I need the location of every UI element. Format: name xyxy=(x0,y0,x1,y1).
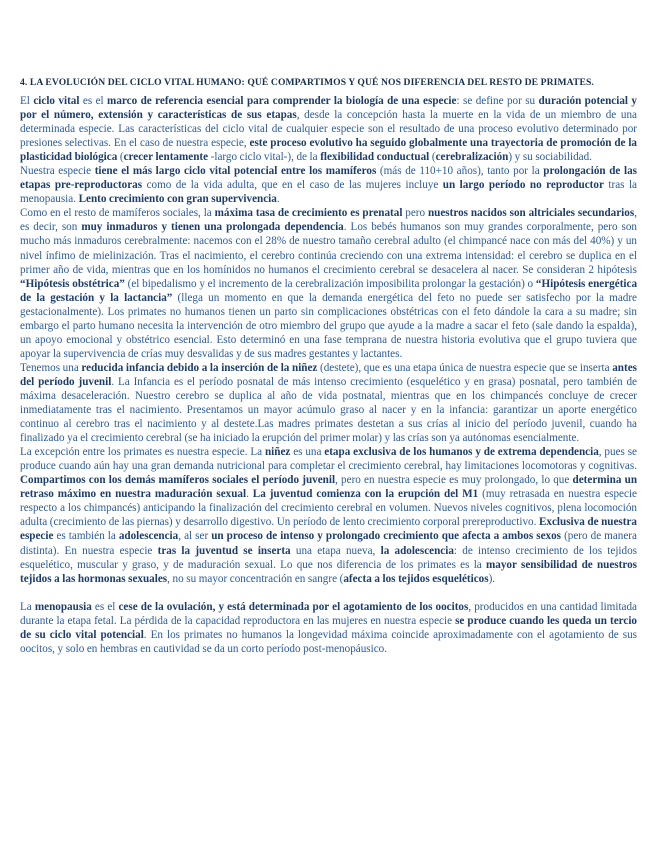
text-run: , producidos en una cantidad limitada durante la etapa fetal. La pérdida de la capacidad reproductora en las mujeres en nuestra especie xyxy=(20,600,637,627)
text-run: El xyxy=(20,95,34,107)
paragraph-ninez-juventud-adolescencia xyxy=(20,445,637,585)
text-run: es también la xyxy=(53,530,119,543)
text-run: es el xyxy=(79,95,108,107)
text-run: como de la vida adulta, que en el caso de las mujeres incluye xyxy=(142,179,443,192)
text-run: , pero en nuestra especie es muy prolongado, lo que xyxy=(335,474,573,487)
text-run: La xyxy=(20,600,35,613)
bold-text-run: Compartimos con los demás mamíferos sociales el período juvenil xyxy=(20,474,336,487)
text-run: (pero de manera distinta). En nuestra especie xyxy=(20,530,637,557)
bold-text-run: etapa exclusiva de los humanos y de extrema dependencia xyxy=(324,446,599,459)
paragraph-ciclo-vital xyxy=(20,94,637,164)
text-run: (destete), que es una etapa única de nuestra especie que se inserta xyxy=(317,361,613,374)
text-run: La excepción entre los primates es nuestra especie. La xyxy=(20,446,265,459)
bold-text-run: un largo período no reproductor xyxy=(442,179,604,192)
paragraph-crecimiento-prenatal xyxy=(20,206,637,361)
bold-text-run: marco de referencia esencial para comprender la biología de una especie xyxy=(107,95,457,107)
bold-text-run: “Hipótesis energética de la gestación y la lactancia” xyxy=(20,277,638,304)
text-run: es el xyxy=(91,600,119,613)
bold-text-run: tras la juventud se inserta xyxy=(157,544,291,557)
text-run: . xyxy=(246,488,253,501)
bold-text-run: un proceso de intenso y prolongado crecimiento que afecta a ambos sexos xyxy=(211,530,562,543)
bold-text-run: máxima tasa de crecimiento es prenatal xyxy=(214,207,403,220)
bold-text-run: “Hipótesis obstétrica” xyxy=(20,277,125,290)
text-run: Como en el resto de mamíferos sociales, la xyxy=(20,207,215,220)
text-run: es una xyxy=(290,446,325,459)
bold-text-run: antes del período juvenil xyxy=(20,361,637,388)
document-page xyxy=(20,76,637,656)
bold-text-run: adolescencia xyxy=(118,530,179,543)
text-run: . En los primates no humanos la longevidad máxima coincide aproximadamente con el agotamiento de sus oocitos, y solo en hembras en cautividad se da un corto período post-menopáusico. xyxy=(20,628,637,655)
paragraph-infancia xyxy=(20,361,637,445)
text-run: (el bipedalismo y el incremento de la cerebralización imposibilita prolongar la gestación) o xyxy=(124,277,536,290)
text-run: una etapa nueva, xyxy=(290,544,381,557)
bold-text-run: reducida infancia debido a la inserción de la niñez xyxy=(81,361,318,374)
text-run: Nuestra especie xyxy=(20,165,95,178)
bold-text-run: este proceso evolutivo ha seguido globalmente una trayectoria de promoción de la plasticidad biológica xyxy=(20,137,637,164)
bold-text-run: nuestros nacidos son altriciales secundarios xyxy=(427,207,635,220)
text-run: . Los bebés humanos son muy grandes corporalmente, pero son mucho más inmaduros cerebralmente: nacemos con el 28% de nuestro tamaño cerebral adulto (el chimpancé nace con más del 40%) y un nivel ínfimo de mielinización. Tras el nacimiento, el cerebro continúa creciendo con una extrema intensidad: el cerebro se duplica en el primer año de vida, mientras que en los homínidos no humanos el crecimiento cerebral se desacelera al nacer. Se consideran 2 hipótesis xyxy=(20,221,637,276)
text-run: , pues se produce cuando aún hay una gran demanda nutricional para completar el crecimiento cerebral, hay limitaciones locomotoras y cognitivas. xyxy=(20,446,637,473)
text-run: ). xyxy=(488,572,496,585)
paragraph-longevidad xyxy=(20,164,637,206)
paragraph-gap xyxy=(20,586,637,600)
bold-text-run: muy inmaduros y tienen una prolongada dependencia xyxy=(81,221,344,234)
text-run: , desde la concepción hasta la muerte en la vida de un miembro de una determinada especie. Las características del ciclo vital de cualquier especie son el resultado de una proceso evolutivo determinado por presiones selectivas. En el caso de nuestra especie, xyxy=(20,109,638,150)
bold-text-run: mayor sensibilidad de nuestros tejidos a las hormonas sexuales xyxy=(20,558,637,585)
bold-text-run: Exclusiva de nuestra especie xyxy=(20,516,637,543)
text-run: : de intenso crecimiento de los tejidos esquelético, muscular y graso, y de maduración sexual. Lo que nos diferencia de los primates es la xyxy=(20,544,637,571)
text-run: , no su mayor concentración en sangre ( xyxy=(167,572,344,585)
section-heading: 4. LA EVOLUCIÓN DEL CICLO VITAL HUMANO: QUÉ COMPARTIMOS Y QUÉ NOS DIFERENCIA DEL RESTO DE PRIMATES. xyxy=(20,77,594,88)
text-run: -largo ciclo vital-), de la xyxy=(208,151,321,164)
bold-text-run: menopausia xyxy=(34,600,92,613)
bold-text-run: la adolescencia xyxy=(380,544,454,557)
text-run: (más de 110+10 años), tanto por la xyxy=(376,165,544,178)
bold-text-run: determina un retraso máximo en nuestra maduración sexual xyxy=(20,474,638,501)
bold-text-run: duración potencial y por el número, extensión y características de sus etapas xyxy=(20,95,637,122)
bold-text-run: La juventud comienza con la erupción del M1 xyxy=(252,488,479,501)
bold-text-run: crecer lentamente xyxy=(123,151,209,164)
bold-text-run: Lento crecimiento con gran supervivencia xyxy=(78,193,277,206)
text-run: . La Infancia es el período posnatal de más intenso crecimiento (esquelético y en grasa) posnatal, pero también de máxima desaceleración. Nuestro cerebro se duplica al año de vida postnatal, mientras que en los chimpancés concluye de crecer inmediatamente tras el nacimiento. Presentamos un mayor acúmulo graso al nacer y en la infancia: garantizar un aporte energético continuo al cerebro tras el nacimiento y al destete.Las madres primates destetan a sus crías al inicio del período juvenil, cuando ha finalizado ya el crecimiento cerebral (se ha iniciado la erupción del primer molar) y las crías son ya autónomas esencialmente. xyxy=(20,375,637,445)
paragraph-menopausia xyxy=(20,600,637,656)
text-run: Tenemos una xyxy=(20,361,82,374)
text-run: (llega un momento en que la demanda energética del feto no puede ser satisfecho por la madre gestacionalmente). Los primates no humanos tienen un parto sin complicaciones obstétricas con el feto dándole la cara a su madre; sin embargo el parto humano necesita la intervención de otro miembro del grupo que ayude a la madre a sacar el feto (sale dando la espalda), un apoyo emocional y obstétrico esencial. Esto determinó en una fase temprana de nuestra historia evolutiva que el grupo tuviera que apoyar la supervivencia de crías muy desvalidas y de sus madres gestantes y lactantes. xyxy=(20,291,637,360)
bold-text-run: flexibilidad conductual xyxy=(320,151,430,164)
text-run: : se define por su xyxy=(456,95,539,107)
text-run: pero xyxy=(402,207,428,220)
text-run: , es decir, son xyxy=(20,207,637,234)
bold-text-run: afecta a los tejidos esqueléticos xyxy=(343,572,489,585)
text-run: ) y su sociabilidad. xyxy=(508,151,592,164)
text-run: ( xyxy=(429,151,436,164)
bold-text-run: ciclo vital xyxy=(33,95,80,107)
bold-text-run: cese de la ovulación, y está determinada por el agotamiento de los oocitos xyxy=(118,600,469,613)
bold-text-run: prolongación de las etapas pre-reproductoras xyxy=(20,165,637,192)
text-run: (muy retrasada en nuestra especie respecto a los chimpancés) anticipando la finalización del crecimiento cerebral en volumen. Nuevos niveles cognitivos, plena locomoción adulta (crecimiento de las piernas) y desarrollo digestivo. Un período de lento crecimiento corporal prereproductivo. xyxy=(20,488,637,529)
text-run: . xyxy=(276,193,280,206)
bold-text-run: tiene el más largo ciclo vital potencial entre los mamíferos xyxy=(94,165,377,178)
bold-text-run: se produce cuando les queda un tercio de su ciclo vital potencial xyxy=(20,614,637,641)
text-run: tras la menopausia. xyxy=(20,179,638,206)
text-run: , al ser xyxy=(178,530,212,543)
bold-text-run: cerebralización xyxy=(435,151,509,164)
text-run: ( xyxy=(117,151,124,164)
bold-text-run: niñez xyxy=(264,446,291,459)
